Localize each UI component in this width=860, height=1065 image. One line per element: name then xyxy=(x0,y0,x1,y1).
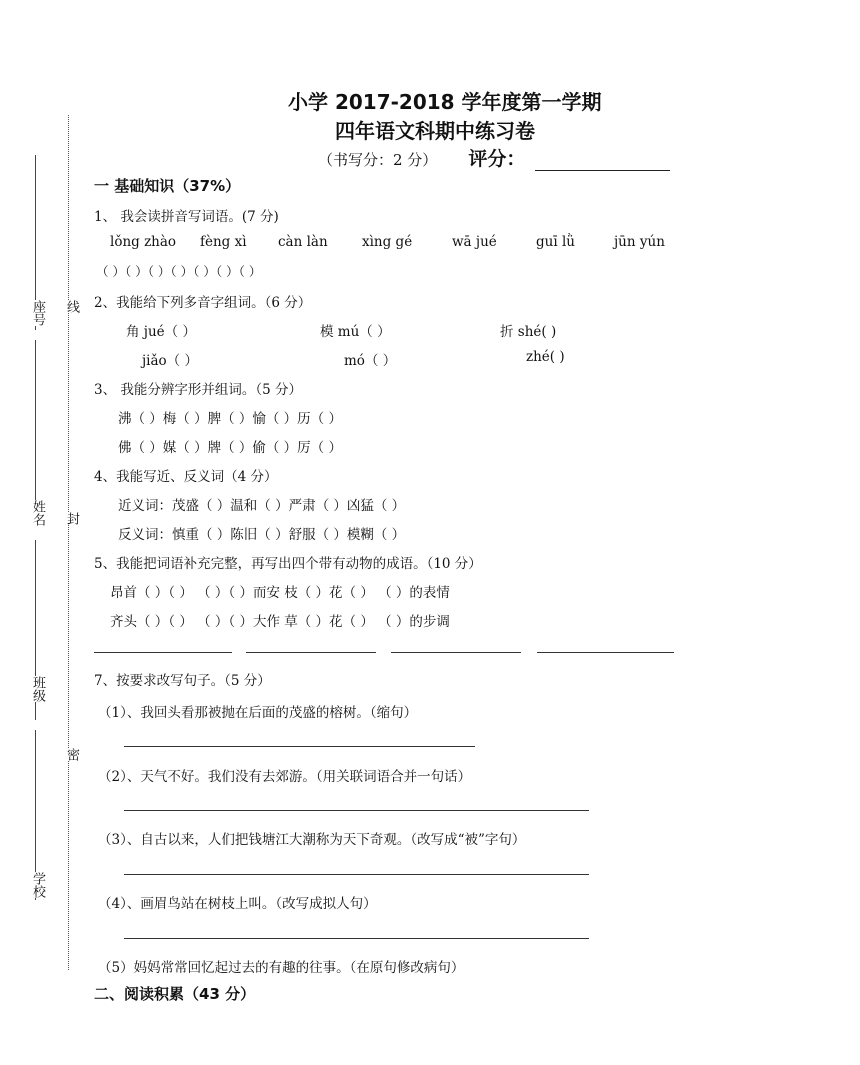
q7-item4: （4）、画眉鸟站在树枝上叫。（改写成拟人句） xyxy=(98,896,377,912)
q2-prompt: 2、我能给下列多音字组词。（6 分） xyxy=(94,295,312,311)
q2-row1-item2[interactable]: 模 mú（ ） xyxy=(320,324,391,340)
idiom-answer-line-1[interactable] xyxy=(94,652,232,653)
q4-synonyms[interactable]: 近义词：茂盛（ ）温和（ ）严肃（ ）凶猛（ ） xyxy=(118,498,406,514)
exam-title-line2: 四年语文科期中练习卷 xyxy=(335,119,535,143)
name-label: 姓名 xyxy=(30,500,45,526)
q2-row1-item1[interactable]: 角 jué（ ） xyxy=(126,324,196,340)
idiom-answer-line-3[interactable] xyxy=(391,652,521,653)
q1-pinyin-4: xìng gé xyxy=(362,234,413,250)
q7-answer-line-1[interactable] xyxy=(124,746,475,747)
q1-pinyin-6: guī lǜ xyxy=(536,234,575,250)
idiom-answer-line-2[interactable] xyxy=(246,652,376,653)
school-label: 学校 xyxy=(30,872,45,898)
q7-item3: （3）、自古以来，人们把钱塘江大潮称为天下奇观。（改写成“被”字句） xyxy=(98,832,526,848)
q2-row2-item2[interactable]: mó（ ） xyxy=(344,353,397,369)
q2-row2-item3[interactable]: zhé( ) xyxy=(526,349,565,365)
q1-pinyin-3: càn làn xyxy=(278,234,328,250)
q1-pinyin-1: lǒng zhào xyxy=(110,234,177,250)
idiom-answer-line-4[interactable] xyxy=(537,652,674,653)
q1-pinyin-7: jūn yún xyxy=(614,234,665,250)
q5-row2[interactable]: 齐头（ ）（ ） （ ）（ ）大作 草（ ）花（ ） （ ）的步调 xyxy=(110,614,450,630)
writing-score: （书写分：2 分） xyxy=(318,151,438,169)
q1-pinyin-5: wā jué xyxy=(452,234,497,250)
q1-pinyin-2: fèng xì xyxy=(200,234,247,250)
score-row xyxy=(318,144,670,171)
q7-answer-line-2[interactable] xyxy=(124,810,589,811)
q7-prompt: 7、按要求改写句子。（5 分） xyxy=(94,673,271,689)
class-label: 班级 xyxy=(30,676,45,702)
cut-mark-line: 线 xyxy=(64,300,79,313)
q2-row1-item3[interactable]: 折 shé( ) xyxy=(500,324,557,340)
q3-row1[interactable]: 沸（ ）梅（ ）脾（ ）愉（ ）历（ ） xyxy=(118,411,342,427)
q5-row1[interactable]: 昂首（ ）（ ） （ ）（ ）而安 枝（ ）花（ ） （ ）的表情 xyxy=(110,585,450,601)
q7-item5: （5）妈妈常常回忆起过去的有趣的往事。（在原句修改病句） xyxy=(98,960,465,976)
exam-title-line1: 小学 2017-2018 学年度第一学期 xyxy=(288,90,602,114)
q7-answer-line-3[interactable] xyxy=(124,874,589,875)
cut-mark-secret: 密 xyxy=(64,748,79,761)
section2-heading: 二、阅读积累（43 分） xyxy=(94,985,256,1003)
q1-prompt: 1、 我会读拼音写词语。(7 分) xyxy=(94,209,279,225)
q4-prompt: 4、我能写近、反义词（4 分） xyxy=(94,469,278,485)
cut-mark-seal: 封 xyxy=(64,512,79,525)
q3-row2[interactable]: 佛（ ）媒（ ）牌（ ）偷（ ）厉（ ） xyxy=(118,440,342,456)
q3-prompt: 3、 我能分辨字形并组词。（5 分） xyxy=(94,382,303,398)
q2-row2-item1[interactable]: jiǎo（ ） xyxy=(142,353,198,369)
q7-answer-line-4[interactable] xyxy=(124,938,589,939)
q7-item1: （1）、我回头看那被抛在后面的茂盛的榕树。（缩句） xyxy=(98,705,418,721)
name-line xyxy=(35,340,36,525)
score-label: 评分： xyxy=(468,148,526,170)
binding-dotted-line xyxy=(68,115,69,970)
q5-prompt: 5、我能把词语补充完整，再写出四个带有动物的成语。（10 分） xyxy=(94,556,482,572)
q1-blanks[interactable]: （ ）（ ）（ ）（ ）（ ）（ ）（ ） xyxy=(96,264,262,279)
seat-number-label: 座号 xyxy=(30,300,45,326)
q4-antonyms[interactable]: 反义词：慎重（ ）陈旧（ ）舒服（ ）模糊（ ） xyxy=(118,527,406,543)
q7-item2: （2）、天气不好。我们没有去郊游。（用关联词语合并一句话） xyxy=(98,769,472,785)
section1-heading: 一 基础知识（37%） xyxy=(94,177,241,195)
score-field[interactable] xyxy=(535,152,670,171)
